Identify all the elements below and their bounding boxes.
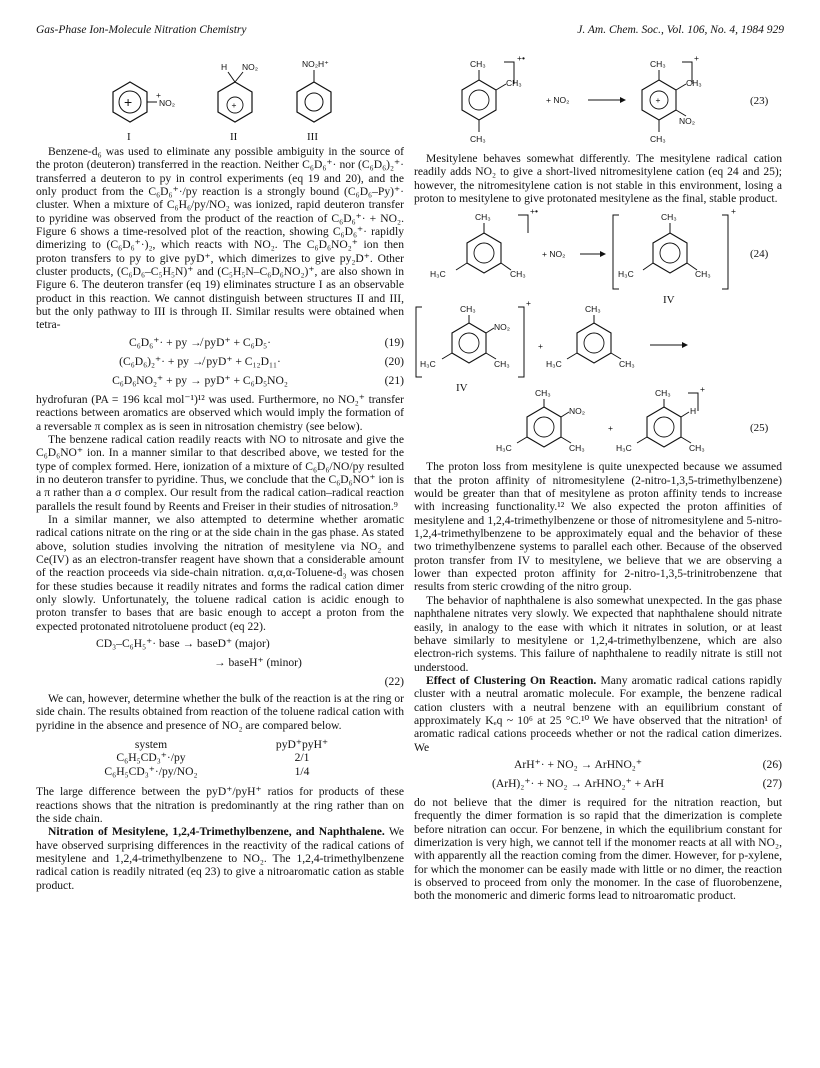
methyl-label: CH₃ <box>510 269 526 280</box>
cation-charge: + <box>700 384 705 395</box>
equation-number: (21) <box>384 373 404 387</box>
methyl-label: CH₃ <box>619 359 635 370</box>
equation-20 <box>36 355 404 372</box>
nitrated-trimethylbenzene-cation <box>642 53 702 144</box>
structure-I <box>113 82 175 143</box>
cation-plus: + <box>655 95 661 105</box>
methyl-label: CH₃ <box>470 134 486 144</box>
paragraph: Mesitylene behaves somewhat differently. The mesitylene radical cation readily adds NO₂ to give a short-lived nitromesitylene cation (eq 24 and 25); however, the nitromesitylene cation is not stable in this environment, losing a proton to mesitylene to give protonated mesitylene as the final, stable product. <box>414 152 782 206</box>
methyl-label: CH₃ <box>650 59 666 69</box>
methyl-label: CH₃ <box>650 134 666 144</box>
table-cell: 1/4 <box>294 764 310 778</box>
paragraph <box>36 825 404 892</box>
equation-formula: C₆D₆⁺· + py ↛ pyD⁺ + C₆D₅· <box>129 335 271 349</box>
equation-number: (26) <box>762 757 782 771</box>
structures-I-II-III <box>36 40 404 145</box>
methyl-label: CH₃ <box>460 304 476 315</box>
mesitylene <box>546 304 635 369</box>
paragraph <box>414 674 782 754</box>
structure-II-plus: + <box>231 100 237 110</box>
reaction-arrow <box>580 251 606 257</box>
paragraph: The large difference between the pyD⁺/pyH⁺ ratios for products of these reactions shows that the nitration is predominantly at the ring rather than on the side chain. <box>36 785 404 825</box>
methyl-label: H₃C <box>430 269 446 280</box>
methyl-label: H₃C <box>420 359 436 370</box>
equation-number: (24) <box>750 248 769 261</box>
methyl-label: CH₃ <box>686 78 702 88</box>
cation-charge: + <box>731 206 736 217</box>
equation-27 <box>414 777 782 794</box>
plus-no2: + NO₂ <box>546 95 570 105</box>
structure-III <box>297 59 331 143</box>
paragraph: Benzene-d₆ was used to eliminate any possible ambiguity in the source of the proton (deuteron) transferred in the reaction. Neither C₆D₆⁺· nor (C₆D₆)₂⁺· transferred a deuteron to py in control experiments (eq 19 and 20), and the only product from the C₆D₆⁺·/py reaction is a strongly bound (C₆D₆–Py)⁺· cluster. When a mixture of C₆H₆/py/NO₂ was ionized, rapid deuteron transfer to pyridine was observed from the product of the reaction of C₆D₆⁺· + NO₂. Figure 6 shows a time-resolved plot of the reaction, showing C₆D₆⁺· rapidly dimerizing to (C₆D₆⁺·)₂, which reacts with NO₂. The C₆D₆NO₂⁺ ion then proton transfers to py to give pyD⁺, which dimerizes to give py₂D⁺. Other cluster products, (C₆D₆–C₅H₅N)⁺ and (C₅H₅N–C₆D₆NO₂)⁺, are also shown in Figure 6. The deuteron transfer (eq 19) eliminates structure I as an observable product in this reaction. We cannot distinguish between structures II and III, but the only pathway to III is through II. Similar results were obtained when tetra- <box>36 145 404 332</box>
cation-charge: + <box>694 53 699 63</box>
compound-label-IV: IV <box>456 382 468 395</box>
structure-I-no2: NO₂ <box>159 98 176 108</box>
nitromesitylene <box>496 388 585 453</box>
structure-label-III: III <box>307 131 318 143</box>
plus-no2: + NO₂ <box>542 249 566 260</box>
cation-charge: + <box>526 298 531 309</box>
reaction-scheme-23 <box>414 40 782 152</box>
equation-22-line-2 <box>36 656 404 673</box>
nitro-label: NO₂ <box>679 116 696 126</box>
table-cell: 2/1 <box>294 751 310 765</box>
table-cell: C₆H₅CD₃⁺·/py/NO₂ <box>104 764 198 778</box>
equation-22-line-1 <box>36 637 404 654</box>
running-header-title: Gas-Phase Ion-Molecule Nitration Chemistry <box>36 24 247 36</box>
protonated-mesitylene <box>616 384 705 453</box>
complex-IV <box>416 298 531 394</box>
methyl-label: H₃C <box>546 359 562 370</box>
reaction-scheme-24-25 <box>414 205 782 460</box>
running-header-journal: J. Am. Chem. Soc., Vol. 106, No. 4, 1984 929 <box>577 24 784 36</box>
equation-formula: ArH⁺· + NO₂ → ArHNO₂⁺ <box>514 757 642 771</box>
table-header-system: system <box>134 738 168 752</box>
equation-formula: CD₃–C₆H₅⁺· base → baseD⁺ (major) <box>96 637 270 650</box>
methyl-label: H₃C <box>616 443 632 454</box>
right-column <box>414 40 782 903</box>
methyl-label: H₃C <box>496 443 512 454</box>
hydrogen-label: H <box>690 406 697 417</box>
paragraph: do not believe that the dimer is required for the nitration reaction, but frequently the dimer formation is so rapid that the dimerization is complete before nitration can occur. For benzene, in which the equilibrium constant for dimerization is very high, we cannot tell if the monomer reacts at all with NO₂, with apparently all the reaction coming from the dimer. However, for p-xylene, for which the monomer can be easily made with little or no dimer, the reaction is observed to proceed from only the monomer. In the case of fluorobenzene, both the monomeric and dimeric forms lead to nitroaromatic product. <box>414 795 782 903</box>
methyl-label: CH₃ <box>585 304 601 315</box>
reaction-arrow <box>650 342 688 348</box>
plus-sign: + <box>538 341 543 352</box>
equation-21 <box>36 374 404 391</box>
paragraph-body: Many aromatic radical cations rapidly cluster with a neutral aromatic molecule. For example, the benzene radical cation clusters with a neutral benzene with an equilibrium constant of approximately Kₑq ~ 10⁶ at 25 °C.¹⁰ We have observed that the nitration¹ of aromatic radical cations proceeds whether or not the radical cation dimerizes. We <box>414 673 782 754</box>
methyl-label: CH₃ <box>695 269 711 280</box>
methyl-label: CH₃ <box>494 359 510 370</box>
equation-number: (22) <box>384 675 404 688</box>
equation-number: (27) <box>762 776 782 790</box>
paragraph: We can, however, determine whether the bulk of the reaction is at the ring or side chain. The results obtained from reaction of the toluene radical cation with pyridine in the absence and presence of NO₂ are compared below. <box>36 692 404 732</box>
equation-22-number-row <box>36 675 404 690</box>
structure-label-I: I <box>127 131 131 143</box>
structure-III-no2h: NO₂H⁺ <box>302 59 329 69</box>
methyl-label: CH₃ <box>655 388 671 399</box>
equation-formula: C₆D₆NO₂⁺ + py → pyD⁺ + C₆D₅NO₂ <box>112 373 288 387</box>
mesitylene-radical-cation <box>430 206 538 279</box>
structure-II-no2: NO₂ <box>242 62 259 72</box>
methyl-label: CH₃ <box>506 78 522 88</box>
paragraph: The proton loss from mesitylene is quite unexpected because we assumed that the proton affinity of nitromesitylene (2-nitro-1,3,5-trimethylbenzene) would be greater than that of mesitylene as proton affinity tends to increase with increasing functionality.¹² We also expected the proton affinities of mesitylene and 1,2,4-trimethylbenzene or those of nitromesitylene and 5-nitro-1,2,4-trimethylbenzene to be approximately equal and the behavior of these two trimethylbenzene systems to parallel each other. Because of the observed proton transfer from IV to mesitylene, we believe that we are observing a lower than expected proton affinity for 2-nitro-1,3,5-trinitrobenzene that results from steric crowding of the nitro group. <box>414 460 782 594</box>
left-column <box>36 40 404 892</box>
paragraph: The behavior of naphthalene is also somewhat unexpected. In the gas phase naphthalene nitrates very slowly. We expected that naphthalene should nitrate easily, in analogy to the ease with which it nitrates in solution, or at least behave similarly to mesitylene or 1,2,4-trimethylbenzene, which are also electron-rich systems. This failure of naphthalene to readily nitrate is still not understood. <box>414 593 782 674</box>
nitro-label: NO₂ <box>494 322 511 333</box>
table-cell: C₆H₅CD₃⁺·/py <box>116 751 186 765</box>
structure-I-plus: + <box>124 94 133 110</box>
equation-number: (23) <box>750 95 769 107</box>
table-header-ratio: pyD⁺pyH⁺ <box>275 738 329 752</box>
table-row <box>36 751 404 764</box>
methyl-label: H₃C <box>618 269 634 280</box>
trimethylbenzene-radical-cation <box>462 53 525 144</box>
section-heading: Effect of Clustering On Reaction. <box>426 673 597 687</box>
reaction-arrow <box>588 97 626 103</box>
equation-formula: → baseH⁺ (minor) <box>214 656 302 669</box>
compound-label-IV: IV <box>663 294 675 307</box>
methyl-label: CH₃ <box>689 443 705 454</box>
structure-II <box>218 62 258 143</box>
methyl-label: CH₃ <box>661 212 677 223</box>
equation-number: (20) <box>384 354 404 368</box>
table-row <box>36 765 404 778</box>
radical-cation-charge: +• <box>530 206 538 217</box>
methyl-label: CH₃ <box>470 59 486 69</box>
paragraph: In a similar manner, we also attempted to determine whether aromatic radical cations nitrate on the ring or at the side chain in the gas phase. As stated above, solution studies involving the nitration of mesitylene via NO₂ and Ce(IV) as an electron-transfer reagent have shown that a considerable amount of the reaction proceeds via side-chain nitration. α,α,α-Toluene-d₃ was chosen for these studies because it readily nitrates and forms the radical cation dimer only slowly. Unfortunately, the toluene radical cation is acidic enough to proton transfer to bases that are basic enough to accept a proton from the expected protonated nitrotoluene product (eq 22). <box>36 512 404 633</box>
structure-label-II: II <box>230 131 238 143</box>
equation-19 <box>36 336 404 353</box>
nitro-label: NO₂ <box>569 406 586 417</box>
plus-sign: + <box>608 423 613 434</box>
bracketed-complex-IV <box>613 206 736 306</box>
section-heading: Nitration of Mesitylene, 1,2,4-Trimethylbenzene, and Naphthalene. <box>48 825 385 839</box>
equation-formula: (ArH)₂⁺· + NO₂ → ArHNO₂⁺ + ArH <box>491 776 665 790</box>
structure-I-no2-plus: + <box>156 90 161 100</box>
equation-number: (25) <box>750 422 769 435</box>
methyl-label: CH₃ <box>475 212 491 223</box>
paragraph: hydrofuran (PA = 196 kcal mol⁻¹)¹² was used. Furthermore, no NO₂⁺ transfer reactions between aromatics are observed which would imply the formation of a reversable π complex as is seen in nitrosation chemistry (see below). <box>36 392 404 433</box>
structure-II-h: H <box>221 62 228 72</box>
table-header-row <box>36 738 404 751</box>
paragraph: The benzene radical cation readily reacts with NO to nitrosate and give the C₆D₆NO⁺ ion. In a manner similar to that described above, we tested for the type of complex formed. Here, ionization of a mixture of C₆D₆/NO/py resulted in no deuteron transfer to pyridine. Thus, we conclude that the C₆D₆NO⁺ ion is a π rather than a σ complex. Our result from the radical cation–radical reaction parallels the result found by Reents and Freiser in their studies of nitrosation.⁹ <box>36 432 404 513</box>
methyl-label: CH₃ <box>535 388 551 399</box>
methyl-label: CH₃ <box>569 443 585 454</box>
equation-formula: (C₆D₆)₂⁺· + py ↛ pyD⁺ + C₁₂D₁₁· <box>119 354 281 368</box>
equation-number: (19) <box>384 335 404 349</box>
pyd-pyh-ratio-table <box>36 738 404 778</box>
paragraph-body: We have observed surprising differences in the reactivity of the radical cations of mesitylene and 1,2,4-trimethylbenzene to NO₂. The 1,2,4-trimethylbenzene radical cation is readily nitrated (eq 23) to give a nitroaromatic cation as stable product. <box>36 825 404 892</box>
radical-cation-charge: +• <box>517 53 525 63</box>
equation-26 <box>414 758 782 775</box>
